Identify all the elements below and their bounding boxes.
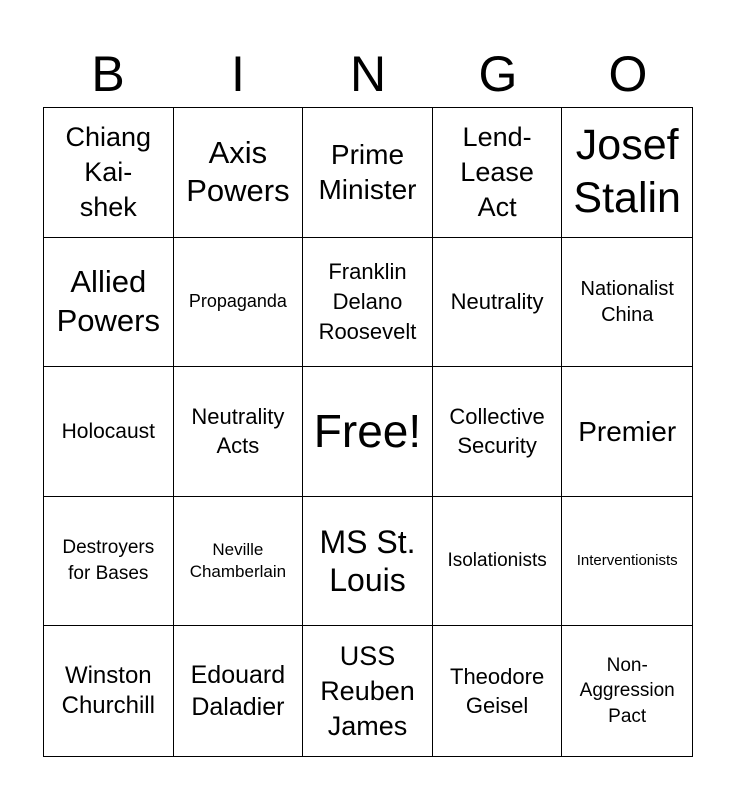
bingo-cell[interactable]: MS St. Louis bbox=[303, 497, 433, 627]
header-letter-b: B bbox=[91, 46, 125, 102]
bingo-cell[interactable]: Allied Powers bbox=[44, 238, 174, 368]
header-letter-n: N bbox=[349, 46, 387, 102]
bingo-cell[interactable]: Neutrality Acts bbox=[174, 367, 304, 497]
bingo-cell[interactable]: USS Reuben James bbox=[303, 626, 433, 756]
bingo-cell[interactable]: Neutrality bbox=[433, 238, 563, 368]
bingo-cell[interactable]: Interventionists bbox=[562, 497, 692, 627]
bingo-cell[interactable]: Chiang Kai- shek bbox=[44, 108, 174, 238]
bingo-cell[interactable]: Propaganda bbox=[174, 238, 304, 368]
bingo-cell[interactable]: Theodore Geisel bbox=[433, 626, 563, 756]
bingo-cell[interactable]: Non- Aggression Pact bbox=[579, 654, 675, 728]
bingo-cell[interactable]: Edouard Daladier bbox=[174, 626, 304, 756]
bingo-header bbox=[43, 44, 693, 104]
header-letter-o: O bbox=[608, 46, 648, 102]
bingo-cell[interactable]: Josef Stalin bbox=[562, 108, 692, 238]
bingo-cell[interactable]: Axis Powers bbox=[174, 108, 304, 238]
bingo-cell[interactable]: Lend- Lease Act bbox=[433, 108, 563, 238]
bingo-cell[interactable]: Prime Minister bbox=[303, 108, 433, 238]
bingo-cell[interactable]: Premier bbox=[562, 367, 692, 497]
bingo-cell[interactable]: Franklin Delano Roosevelt bbox=[303, 238, 433, 368]
bingo-cell[interactable]: Isolationists bbox=[433, 497, 563, 627]
header-letter-g: G bbox=[478, 46, 518, 102]
bingo-cell[interactable]: Winston Churchill bbox=[44, 626, 174, 756]
bingo-cell[interactable]: Destroyers for Bases bbox=[44, 497, 174, 627]
bingo-grid bbox=[43, 107, 693, 757]
bingo-cell[interactable]: Neville Chamberlain bbox=[174, 497, 304, 627]
bingo-cell[interactable]: Collective Security bbox=[433, 367, 563, 497]
bingo-cell[interactable]: Holocaust bbox=[44, 367, 174, 497]
bingo-cell[interactable]: Nationalist China bbox=[562, 238, 692, 368]
header-letter-i: I bbox=[231, 46, 245, 102]
free-space[interactable]: Free! bbox=[303, 367, 433, 497]
